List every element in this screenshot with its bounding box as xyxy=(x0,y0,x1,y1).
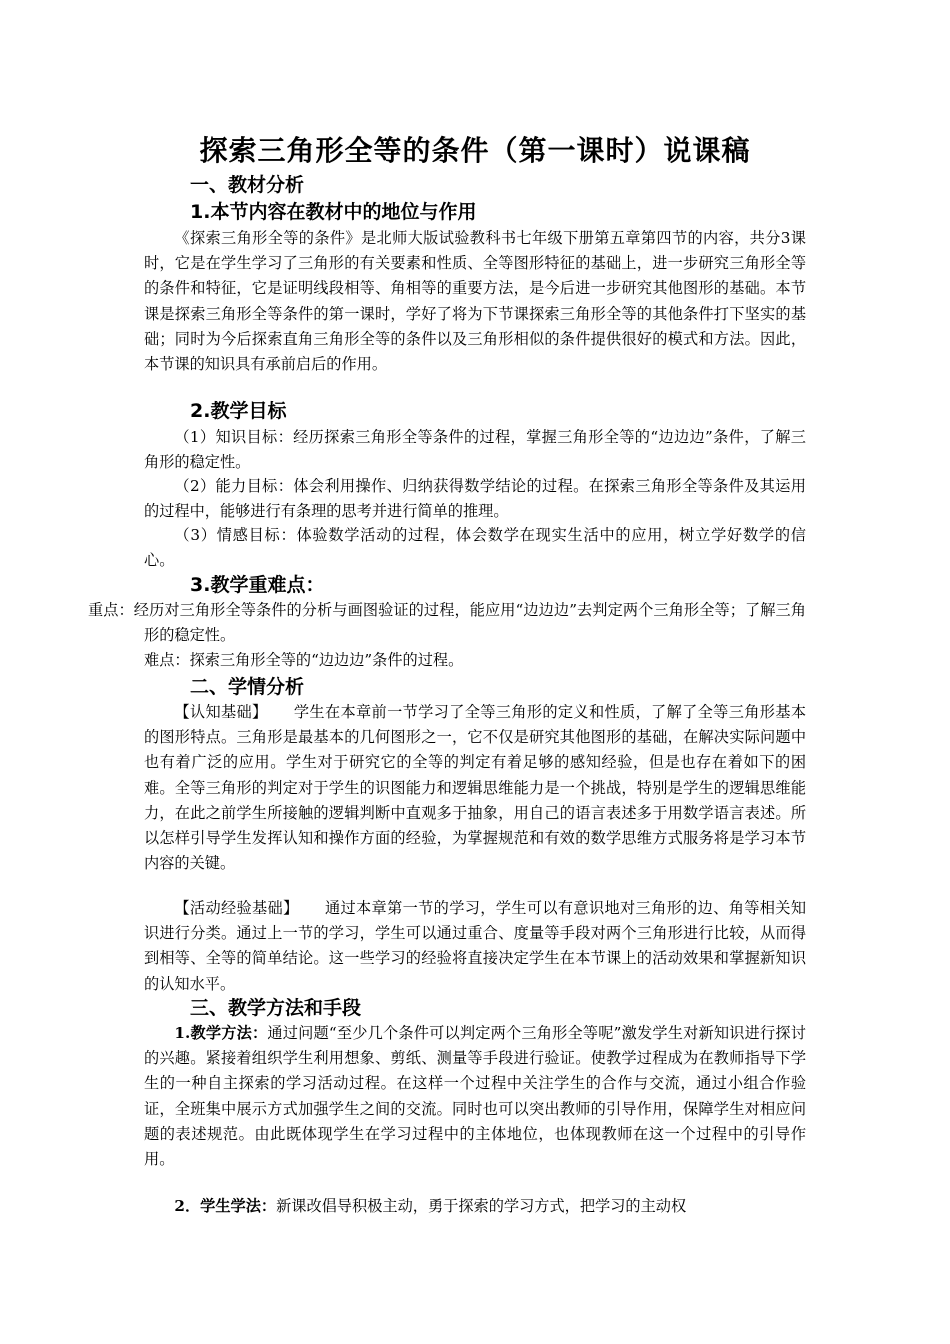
learning-method-text: 新课改倡导积极主动，勇于探索的学习方式，把学习的主动权 xyxy=(276,1197,687,1215)
paragraph-position-role: 《探索三角形全等的条件》是北师大版试验教科书七年级下册第五章第四节的内容，共分3课时，它是在学生学习了三角形的有关要素和性质、全等图形特征的基础上，进一步研究三角形全等的条件和特征，它是证明线段相等、角相等的重要方法，是今后进一步研究其他图形的基础。本节课是探索三角形全等条件的第一课时，学好了将为下节课探索三角形全等的其他条件打下坚实的基础；同时为今后探索直角三角形全等的条件以及三角形相似的条件提供很好的模式和方法。因此，本节课的知识具有承前启后的作用。 xyxy=(144,229,806,374)
teaching-method-tag: 1.教学方法： xyxy=(174,1024,268,1042)
section-heading-student-analysis: 二、学情分析 xyxy=(190,676,305,698)
section-heading-textbook-analysis: 一、教材分析 xyxy=(190,174,305,196)
activity-experience-tag: 【活动经验基础】 xyxy=(174,899,299,917)
section-heading-methods: 三、教学方法和手段 xyxy=(190,997,362,1019)
goal-ability: （2）能力目标：体会利用操作、归纳获得数学结论的过程。在探索三角形全等条件及其运用的过程中，能够进行有条理的思考并进行简单的推理。 xyxy=(144,477,806,521)
cognitive-basis-tag: 【认知基础】 xyxy=(174,703,268,721)
paragraph-learning-method xyxy=(144,1194,806,1219)
paragraph-activity-experience xyxy=(144,896,806,997)
difficult-point: 难点：探索三角形全等的“边边边”条件的过程。 xyxy=(144,651,464,669)
page-title: 探索三角形全等的条件（第一课时）说课稿 xyxy=(199,134,751,167)
subheading-teaching-goals: 2.教学目标 xyxy=(190,400,287,422)
paragraph-teaching-method xyxy=(144,1021,806,1172)
paragraph-cognitive-basis xyxy=(144,700,806,876)
goal-knowledge: （1）知识目标：经历探索三角形全等条件的过程，掌握三角形全等的“边边边”条件，了解三角形的稳定性。 xyxy=(144,428,806,472)
subheading-position-role: 1.本节内容在教材中的地位与作用 xyxy=(190,201,477,223)
learning-method-tag: 2．学生学法： xyxy=(174,1197,277,1215)
activity-experience-text: 通过本章第一节的学习，学生可以有意识地对三角形的边、角等相关知识进行分类。通过上一节的学习，学生可以通过重合、度量等手段对两个三角形进行比较，从而得到相等、全等的简单结论。这一些学习的经验将直接决定学生在本节课上的活动效果和掌握新知识的认知水平。 xyxy=(144,899,807,993)
teaching-method-text: 通过问题“至少几个条件可以判定两个三角形全等呢”激发学生对新知识进行探讨的兴趣。紧接着组织学生利用想象、剪纸、测量等手段进行验证。使教学过程成为在教师指导下学生的一种自主探索的学习活动过程。在这样一个过程中关注学生的合作与交流，通过小组合作验证，全班集中展示方式加强学生之间的交流。同时也可以突出教师的引导作用，保障学生对相应问题的表述规范。由此既体现学生在学习过程中的主体地位，也体现教师在这一个过程中的引导作用。 xyxy=(144,1024,806,1169)
goal-emotion: （3）情感目标：体验数学活动的过程，体会数学在现实生活中的应用，树立学好数学的信心。 xyxy=(144,526,806,570)
key-point: 重点：经历对三角形全等条件的分析与画图验证的过程，能应用“边边边”去判定两个三角形全等；了解三角形的稳定性。 xyxy=(88,601,806,645)
subheading-key-difficult-points: 3.教学重难点： xyxy=(190,574,325,596)
cognitive-basis-text: 学生在本章前一节学习了全等三角形的定义和性质，了解了全等三角形基本的图形特点。三角形是最基本的几何图形之一，它不仅是研究其他图形的基础，在解决实际问题中也有着广泛的应用。学生对于研究它的全等的判定有着足够的感知经验，但是也存在着如下的困难。全等三角形的判定对于学生的识图能力和逻辑思维能力是一个挑战，特别是学生的逻辑思维能力，在此之前学生所接触的逻辑判断中直观多于抽象，用自己的语言表述多于用数学语言表述。所以怎样引导学生发挥认知和操作方面的经验，为掌握规范和有效的数学思维方式服务将是学习本节内容的关键。 xyxy=(144,703,807,873)
